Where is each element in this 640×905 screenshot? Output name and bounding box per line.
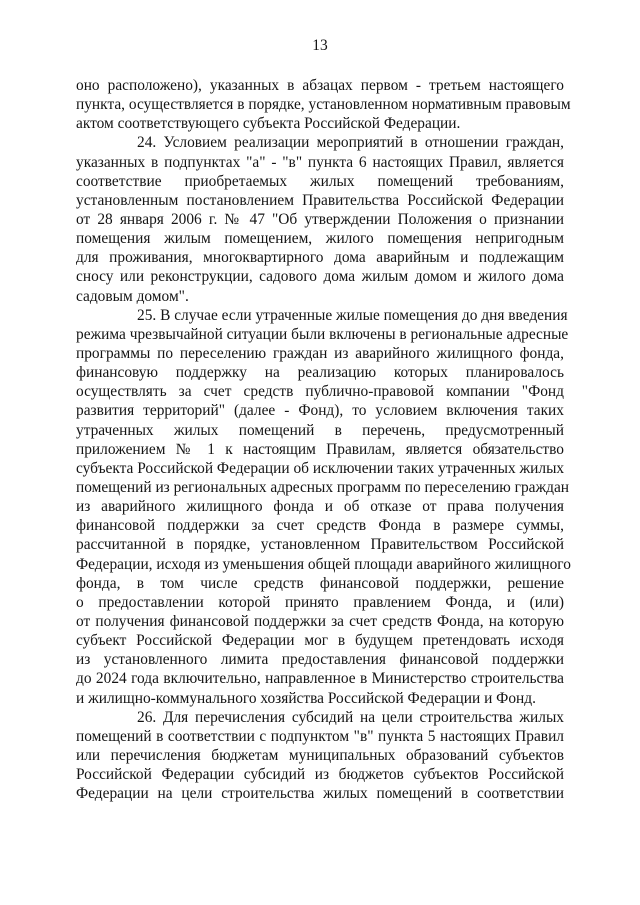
text-line: помещения жилым помещением, жилого помещения непригодным <box>76 230 564 248</box>
text-line: от 28 января 2006 г. № 47 "Об утверждении Положения о признании <box>76 210 564 228</box>
text-line: рассчитанной в порядке, установленном Правительством Российской <box>76 536 564 554</box>
text-line: Федерации, исходя из уменьшения общей площади аварийного жилищного <box>76 555 571 573</box>
text-line: и жилищно-коммунального хозяйства Российской Федерации и Фонд. <box>76 689 536 707</box>
text-line: приложением № 1 к настоящим Правилам, является обязательство <box>76 440 564 458</box>
text-line: субъекта Российской Федерации об исключении таких утраченных жилых <box>76 459 565 477</box>
text-line: до 2024 года включительно, направленное в Министерство строительства <box>76 670 564 688</box>
paragraph <box>76 133 564 305</box>
text-line: Федерации на цели строительства жилых помещений в соответствии <box>76 785 564 803</box>
paragraph <box>76 306 571 708</box>
text-line: о предоставлении которой принято правлением Фонда, и (или) <box>76 593 564 611</box>
text-line: развития территорий" (далее - Фонд), то условием включения таких <box>76 402 564 420</box>
text-line: субъект Российской Федерации мог в будущем претендовать исходя <box>76 632 564 650</box>
text-line: финансовой поддержки за счет средств Фонда в размере суммы, <box>76 517 564 535</box>
paragraph <box>76 76 571 133</box>
text-line: актом соответствующего субъекта Российской Федерации. <box>76 115 461 133</box>
text-line: финансовую поддержку на реализацию которых планировалось <box>76 364 564 382</box>
text-line: осуществлять за счет средств публично-правовой компании "Фонд <box>76 383 564 401</box>
text-line: Российской Федерации субсидий из бюджетов субъектов Российской <box>76 766 564 784</box>
text-line: режима чрезвычайной ситуации были включены в региональные адресные <box>76 325 569 343</box>
text-line: программы по переселению граждан из аварийного жилищного фонда, <box>76 344 564 362</box>
text-line: фонда, в том числе средств финансовой поддержки, решение <box>76 574 564 592</box>
page-number: 13 <box>312 37 328 54</box>
text-line: из аварийного жилищного фонда и об отказе от права получения <box>76 498 564 516</box>
text-line: 24. Условием реализации мероприятий в отношении граждан, <box>137 134 564 152</box>
paragraph <box>76 708 564 804</box>
text-line: от получения финансовой поддержки за счет средств Фонда, на которую <box>76 612 564 630</box>
text-line: помещений в соответствии с подпунктом "в" пункта 5 настоящих Правил <box>76 727 564 745</box>
text-line: 25. В случае если утраченные жилые помещения до дня введения <box>137 306 568 324</box>
text-line: или перечисления бюджетам муниципальных образований субъектов <box>76 746 564 764</box>
text-line: утраченных жилых помещений в перечень, предусмотренный <box>76 421 564 439</box>
text-line: пункта, осуществляется в порядке, установленном нормативным правовым <box>76 96 571 114</box>
document-body <box>76 76 571 803</box>
text-line: для проживания, многоквартирного дома аварийным и подлежащим <box>76 249 564 267</box>
text-line: помещений из региональных адресных программ по переселению граждан <box>76 478 570 496</box>
text-line: соответствие приобретаемых жилых помещений требованиям, <box>76 172 564 190</box>
text-line: сносу или реконструкции, садового дома жилым домом и жилого дома <box>76 268 564 286</box>
text-line: оно расположено), указанных в абзацах первом - третьем настоящего <box>76 77 564 94</box>
text-line: садовым домом". <box>76 287 189 305</box>
text-line: 26. Для перечисления субсидий на цели строительства жилых <box>137 708 564 726</box>
text-line: из установленного лимита предоставления финансовой поддержки <box>76 651 564 669</box>
text-line: установленным постановлением Правительства Российской Федерации <box>76 191 564 209</box>
text-line: указанных в подпунктах "а" - "в" пункта 6 настоящих Правил, является <box>76 153 564 171</box>
